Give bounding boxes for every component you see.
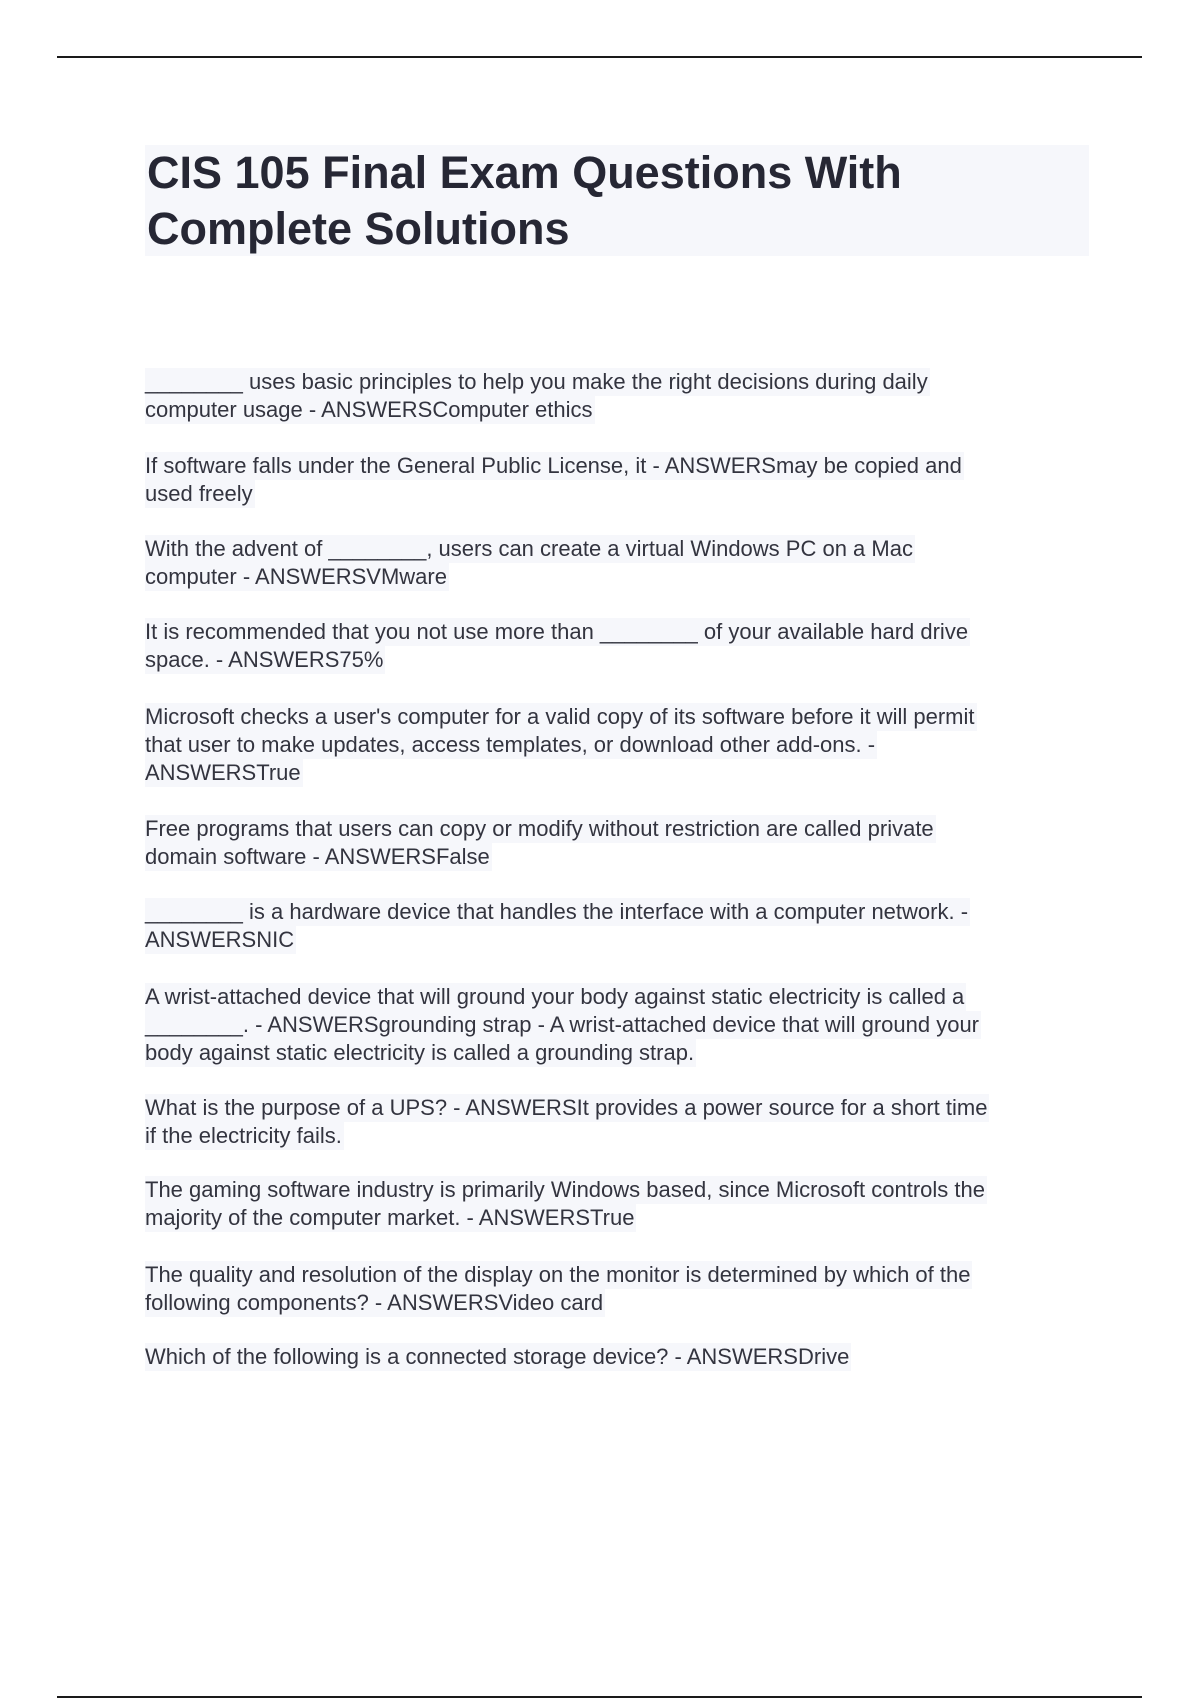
qa-line: If software falls under the General Public License, it - ANSWERSmay be copied and xyxy=(145,453,962,478)
qa-line: With the advent of ________, users can create a virtual Windows PC on a Mac xyxy=(145,536,913,561)
qa-line: used freely xyxy=(145,481,253,506)
qa-line: computer usage - ANSWERSComputer ethics xyxy=(145,397,593,422)
question-answer-3 xyxy=(145,535,915,591)
qa-line: space. - ANSWERS75% xyxy=(145,647,384,672)
qa-line: ________ is a hardware device that handles the interface with a computer network. - xyxy=(145,899,969,924)
top-rule xyxy=(57,56,1142,58)
qa-line: Microsoft checks a user's computer for a valid copy of its software before it will permit xyxy=(145,704,975,729)
question-answer-6 xyxy=(145,815,936,871)
title-line-2: Complete Solutions xyxy=(147,203,570,254)
qa-line: that user to make updates, access templates, or download other add-ons. - xyxy=(145,732,876,757)
question-answer-2 xyxy=(145,452,964,508)
page-title xyxy=(147,145,1087,257)
qa-line: following components? - ANSWERSVideo card xyxy=(145,1290,604,1315)
question-answer-12 xyxy=(145,1343,851,1371)
question-answer-11 xyxy=(145,1261,972,1317)
title-line-1: CIS 105 Final Exam Questions With xyxy=(147,147,902,198)
bottom-rule xyxy=(57,1696,1142,1698)
qa-line: Free programs that users can copy or modify without restriction are called private xyxy=(145,816,934,841)
qa-line: body against static electricity is called a grounding strap. xyxy=(145,1040,695,1065)
question-answer-9 xyxy=(145,1094,989,1150)
question-answer-8 xyxy=(145,983,981,1067)
qa-line: computer - ANSWERSVMware xyxy=(145,564,447,589)
qa-line: What is the purpose of a UPS? - ANSWERSIt provides a power source for a short time xyxy=(145,1095,988,1120)
qa-line: majority of the computer market. - ANSWERSTrue xyxy=(145,1205,635,1230)
question-answer-5 xyxy=(145,703,977,787)
question-answer-10 xyxy=(145,1176,987,1232)
qa-line: ANSWERSTrue xyxy=(145,760,301,785)
qa-line: if the electricity fails. xyxy=(145,1123,342,1148)
qa-line: ANSWERSNIC xyxy=(145,927,295,952)
question-answer-7 xyxy=(145,898,970,954)
qa-line: ________ uses basic principles to help you make the right decisions during daily xyxy=(145,369,928,394)
question-answer-1 xyxy=(145,368,930,424)
qa-line: The quality and resolution of the display on the monitor is determined by which of the xyxy=(145,1262,971,1287)
qa-line: A wrist-attached device that will ground your body against static electricity is called a xyxy=(145,984,965,1009)
qa-line: It is recommended that you not use more than ________ of your available hard drive xyxy=(145,619,969,644)
question-answer-4 xyxy=(145,618,970,674)
qa-line: The gaming software industry is primarily Windows based, since Microsoft controls the xyxy=(145,1177,985,1202)
qa-line: ________. - ANSWERSgrounding strap - A wrist-attached device that will ground your xyxy=(145,1012,980,1037)
qa-line: Which of the following is a connected storage device? - ANSWERSDrive xyxy=(145,1344,850,1369)
qa-line: domain software - ANSWERSFalse xyxy=(145,844,490,869)
